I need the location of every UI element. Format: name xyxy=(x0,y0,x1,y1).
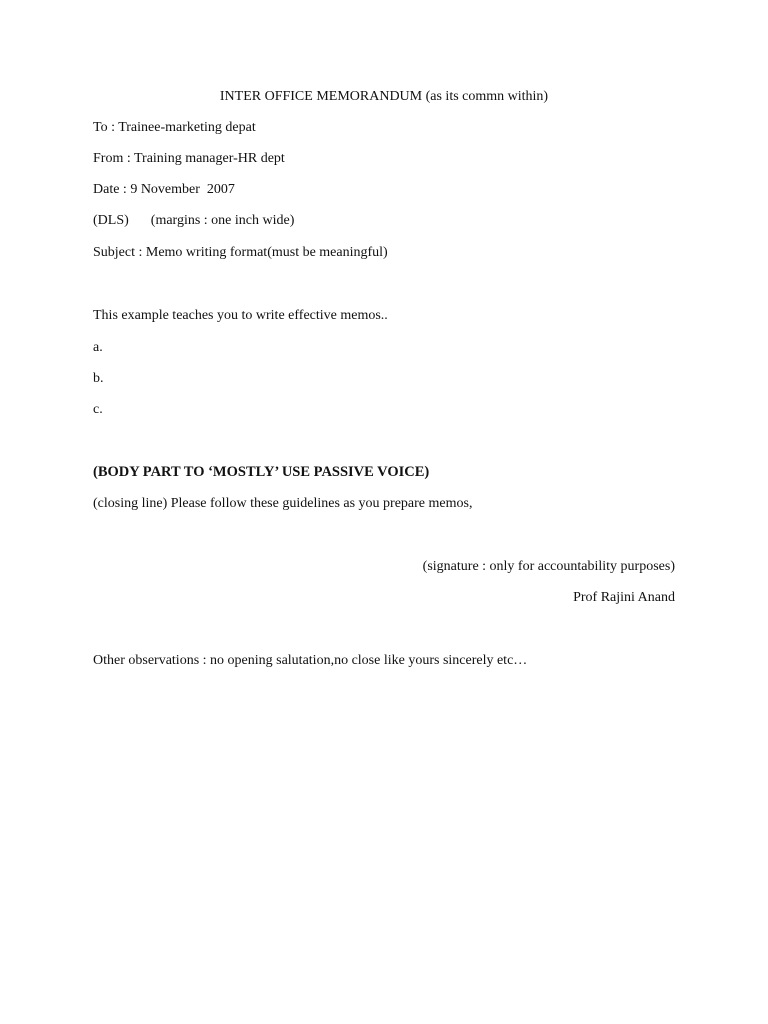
dls-label: (DLS) xyxy=(93,213,129,228)
point-c: c. xyxy=(93,402,103,417)
from-line: From : Training manager-HR dept xyxy=(93,151,285,166)
point-a: a. xyxy=(93,340,103,355)
closing-line: (closing line) Please follow these guidelines as you prepare memos, xyxy=(93,496,473,511)
intro-line: This example teaches you to write effective memos.. xyxy=(93,308,388,323)
body-note: (BODY PART TO ‘MOSTLY’ USE PASSIVE VOICE) xyxy=(93,464,430,480)
subject-line: Subject : Memo writing format(must be meaningful) xyxy=(93,245,388,260)
memo-title: INTER OFFICE MEMORANDUM (as its commn within) xyxy=(219,89,549,104)
dls-line xyxy=(93,212,294,230)
observations-line: Other observations : no opening salutation,no close like yours sincerely etc… xyxy=(93,653,528,668)
date-line: Date : 9 November 2007 xyxy=(93,182,235,197)
point-b: b. xyxy=(93,371,104,386)
signatory-name: Prof Rajini Anand xyxy=(573,590,675,605)
margins-note: (margins : one inch wide) xyxy=(150,213,295,228)
to-line: To : Trainee-marketing depat xyxy=(93,120,256,135)
signature-note: (signature : only for accountability purposes) xyxy=(422,559,675,574)
